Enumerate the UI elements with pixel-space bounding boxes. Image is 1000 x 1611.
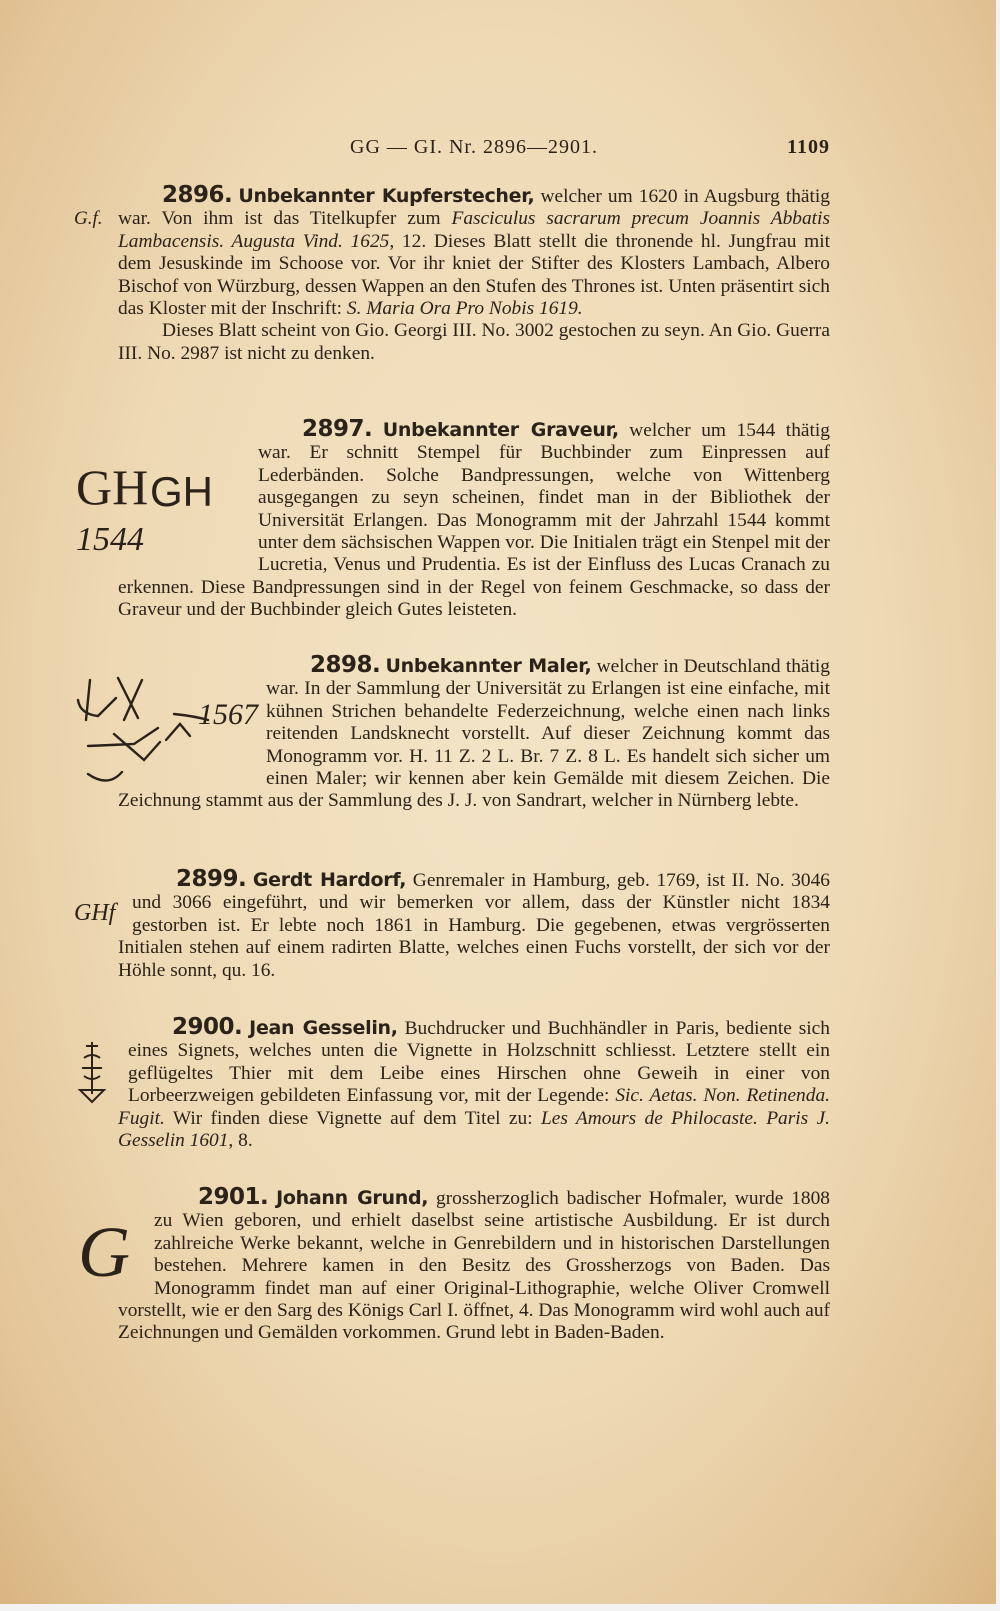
monogram-year: 1544 (76, 521, 144, 556)
entry-text: Genremaler in Hamburg, geb. 1769, ist II. No. 3046 und 3066 eingeführt, und wir bemerken vor allem, dass der Künstler nicht 1834 gestorben ist. Er lebte noch 1861 in Hamburg. Die gegebenen, etwas vergrösserten Initialen stehen auf einem radirten Blatte, welches einen Fuchs vorstellt, der sich vor der Höhle sonnt, qu. 16. (118, 870, 830, 981)
entry-number: 2900. (172, 1014, 243, 1040)
entry-2901 (78, 1184, 830, 1345)
monogram-signet (74, 1038, 128, 1106)
entry-paragraph (118, 654, 830, 813)
monogram-gf (74, 184, 118, 230)
monogram-image (74, 440, 258, 556)
monogram-text: G.f. (74, 208, 103, 229)
entry-text: grossherzoglich badischer Hofmaler, wurde 1808 zu Wien geboren, und erhielt daselbst seine artistische Ausbildung. Er ist durch zahlreiche Werke bekannt, welche in Genrebildern und in historischen Darstellungen bestehen. Mehrere kamen in den Besitz des Grossherzogs von Baden. Das Monogramm findet man auf einer Original-Lithographie, welche Oliver Cromwell vorstellt, wie er den Sarg des Königs Carl I. öffnet, 4. Das Monogramm wird wohl auch auf Zeichnungen und Gemälden vorkommen. Grund lebt in Baden-Baden. (118, 1188, 830, 1344)
entry-paragraph (74, 866, 830, 982)
entry-2900 (118, 1016, 830, 1152)
page-number: 1109 (787, 136, 830, 158)
entry-2896 (74, 182, 830, 365)
entry-paragraph: Dieses Blatt scheint von Gio. Georgi III. No. 3002 gestochen zu seyn. An Gio. Guerra III. No. 2987 ist nicht zu denken. (118, 320, 830, 364)
entry-paragraph (76, 416, 830, 622)
monogram-text: GHf (74, 900, 116, 926)
entry-name: Unbekannter Maler, (385, 655, 592, 677)
entry-name: Jean Gesselin, (249, 1017, 398, 1039)
entry-number: 2896. (162, 182, 233, 208)
entry-name: Johann Grund, (276, 1187, 429, 1209)
entry-italic-legend: Sic. Aetas. Non. Retinenda. Fugit. (118, 1085, 830, 1129)
monogram-strokes (78, 678, 208, 781)
entry-italic-title: Fasciculus sacrarum precum Joannis Abbatis Lambacensis. Augusta Vind. 1625 (118, 208, 830, 252)
entry-number: 2901. (198, 1184, 269, 1210)
entry-2898 (118, 654, 830, 813)
entry-number: 2899. (176, 866, 247, 892)
signet-strokes (80, 1042, 104, 1102)
entry-name: Gerdt Hardorf, (252, 869, 407, 891)
monogram-text: G (78, 1212, 130, 1290)
entry-2897 (76, 416, 830, 622)
entry-text: Buchdrucker und Buchhändler in Paris, bediente sich eines Signets, welches unten die Vignette in Holzschnitt schliesst. Letztere stellt ein geflügeltes Thier mit dem Leibe eines Hirschen ohne Geweih in einer von Lorbeerzweigen gebildeten Einfassung vor, mit der Legende: (128, 1018, 830, 1107)
entry-paragraph (78, 1184, 830, 1345)
entry-italic-inscription: S. Maria Ora Pro Nobis 1619. (346, 298, 583, 320)
entry-text: Wir finden diese Vignette auf dem Titel zu: (164, 1107, 541, 1129)
entry-text: welcher in Deutschland thätig war. In der Sammlung der Universität zu Erlangen ist eine einfache, mit kühnen Strichen behandelte Federzeichnung, welche einen nach links reitenden Landsknecht vorstellt. Auf dieser Zeichnung kommt das Monogramm vor. H. 11 Z. 2 L. Br. 7 Z. 8 L. Es handelt sich sicher um einen Maler; wir kennen aber kein Gemälde mit diesem Zeichen. Die Zeichnung stammt aus der Sammlung des J. J. von Sandrart, welcher in Nürnberg lebte. (118, 656, 831, 812)
monogram-image (74, 1208, 154, 1290)
entry-text: welcher um 1544 thätig war. Er schnitt Stempel für Buchbinder zum Einpressen auf Lederbänden. Solche Bandpressungen, welche von Wittenberg ausgegangen zu seyn scheinen, findet man in der Bibliothek der Universität Erlangen. Das Monogramm mit der Jahrzahl 1544 kommt unter dem sächsischen Wappen vor. Die Initialen trägt ein Stenpel mit der Lucretia, Venus und Prudentia. Es ist der Einfluss des Lucas Cranach zu erkennen. Diese Bandpressungen sind in der Regel von feinem Geschmacke, so dass der Graveur und der Buchbinder gleich Gutes leisteten. (118, 420, 830, 621)
entry-name: Unbekannter Graveur, (382, 419, 619, 441)
monogram-year: 1567 (198, 698, 258, 731)
monogram-text: GH (76, 459, 149, 515)
monogram-rider (74, 676, 266, 788)
entry-text: welcher um 1620 in Augsburg thätig war. Von ihm ist das Titelkupfer zum (118, 186, 830, 230)
monogram-gh-1544 (74, 440, 258, 556)
monogram-ghf (74, 890, 132, 936)
monogram-text: GH (150, 468, 213, 515)
page-header (118, 136, 830, 166)
entry-paragraph (118, 1016, 830, 1152)
entry-text: , 12. Dieses Blatt stellt die thronende hl. Jungfrau mit dem Jesuskinde im Schoose vor. Vor ihr kniet der Stifter des Klosters Lambach, Albero Bischof von Würzburg, dessen Wappen an den Stufen des Thrones ist. Unten präsentirt sich das Kloster mit der Inschrift: (118, 230, 830, 320)
running-head: GG — GI. Nr. 2896—2901. (350, 136, 598, 158)
entry-text: , 8. (228, 1130, 253, 1152)
monogram-g (74, 1208, 154, 1290)
monogram-image (74, 184, 118, 230)
monogram-image (74, 1038, 128, 1106)
entry-italic-title: Les Amours de Philocaste. Paris J. Gesselin 1601 (118, 1107, 830, 1152)
entry-2899 (74, 866, 830, 982)
monogram-image (74, 890, 132, 936)
entry-paragraph (74, 182, 830, 320)
monogram-image (74, 676, 266, 788)
entry-number: 2897. (302, 416, 373, 442)
entry-name: Unbekannter Kupferstecher, (238, 185, 535, 207)
entry-number: 2898. (310, 652, 381, 678)
